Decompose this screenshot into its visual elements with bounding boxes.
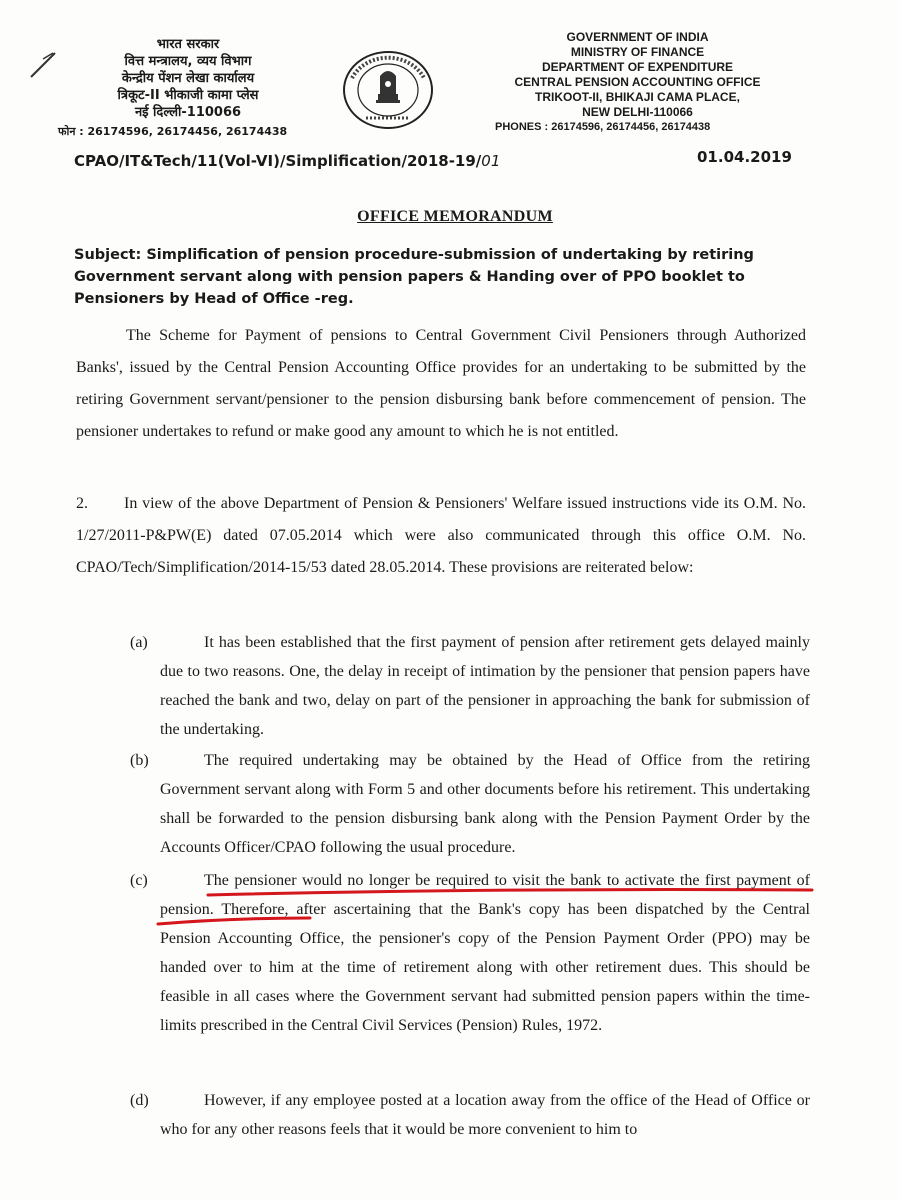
english-letterhead <box>495 30 780 135</box>
english-line: TRIKOOT-II, BHIKAJI CAMA PLACE, <box>535 90 740 104</box>
english-phones: PHONES : 26174596, 26174456, 26174438 <box>495 121 711 133</box>
item-marker: (c) <box>130 872 148 889</box>
english-line: DEPARTMENT OF EXPENDITURE <box>541 60 734 74</box>
paragraph-2 <box>76 488 806 584</box>
item-marker: (a) <box>130 634 148 651</box>
hindi-line: वित्त मन्त्रालय, व्यय विभाग <box>124 54 252 69</box>
hindi-line: त्रिकूट-II भीकाजी कामा प्लेस <box>117 88 259 103</box>
item-text: The pensioner would no longer be required to visit the bank to activate the first payment of pension. Therefore, after ascertaining that the Bank's copy has been dispatched by the Central Pension Accounting Office, the pensioner's copy of the Pension Payment Order (PPO) may be handed over to him at the time of retirement along with other retirement dues. This should be feasible in all cases where the Government servant had submitted pension papers within the time-limits prescribed in the Central Civil Services (Pension) Rules, 1972. <box>160 872 810 1034</box>
item-text: It has been established that the first payment of pension after retirement gets delayed mainly due to two reasons. One, the delay in receipt of intimation by the pensioner that pension papers have reached the bank and two, delay on part of the pensioner in approaching the bank for submission of the undertaking. <box>160 634 810 738</box>
paragraph-number: 2. <box>76 495 88 512</box>
reference-number <box>74 152 500 170</box>
list-item-d <box>130 1086 810 1144</box>
hindi-line: केन्द्रीय पेंशन लेखा कार्यालय <box>121 71 255 86</box>
english-line: NEW DELHI-110066 <box>582 105 693 119</box>
list-item-a <box>130 628 810 744</box>
state-emblem-seal-icon <box>340 48 436 132</box>
reference-text: CPAO/IT&Tech/11(Vol-VI)/Simplification/2018-19/ <box>74 152 482 170</box>
page-title: OFFICE MEMORANDUM <box>357 208 553 225</box>
hindi-phones: फोन : 26174596, 26174456, 26174438 <box>58 125 288 138</box>
reference-handwritten: 01 <box>481 152 501 170</box>
list-item-c <box>130 866 810 1040</box>
list-item-b <box>130 746 810 862</box>
hindi-line: भारत सरकार <box>156 37 220 52</box>
item-text: However, if any employee posted at a location away from the office of the Head of Office or who for any other reasons feels that it would be more convenient to him to <box>160 1092 810 1138</box>
english-line: CENTRAL PENSION ACCOUNTING OFFICE <box>514 75 761 89</box>
english-line: MINISTRY OF FINANCE <box>570 45 705 59</box>
item-text: The required undertaking may be obtained by the Head of Office from the retiring Government servant along with Form 5 and other documents before his retirement. This undertaking shall be forwarded to the pension disbursing bank along with the Pension Payment Order by the Accounts Officer/CPAO following the usual procedure. <box>160 752 810 856</box>
paragraph-2-text: In view of the above Department of Pension & Pensioners' Welfare issued instructions vide its O.M. No. 1/27/2011-P&PW(E) dated 07.05.2014 which were also communicated through this office O.M. No. CPAO/Tech/Simplification/2014-15/53 dated 28.05.2014. These provisions are reiterated below: <box>76 495 806 576</box>
english-line: GOVERNMENT OF INDIA <box>566 30 709 44</box>
hindi-line: नई दिल्ली-110066 <box>134 105 242 120</box>
subject-line: Subject: Simplification of pension procedure-submission of undertaking by retiring Government servant along with pension papers & Handing over of PPO booklet to Pensioners by Head of Office -reg. <box>74 247 754 307</box>
item-marker: (d) <box>130 1092 149 1109</box>
paragraph-1: The Scheme for Payment of pensions to Central Government Civil Pensioners through Authorized Banks', issued by the Central Pension Accounting Office provides for an undertaking to be submitted by the retiring Government servant/pensioner to the pension disbursing bank before commencement of pension. The pensioner undertakes to refund or make good any amount to which he is not entitled. <box>76 327 806 440</box>
hindi-letterhead <box>58 36 318 140</box>
item-marker: (b) <box>130 752 149 769</box>
memo-date: 01.04.2019 <box>697 148 792 166</box>
